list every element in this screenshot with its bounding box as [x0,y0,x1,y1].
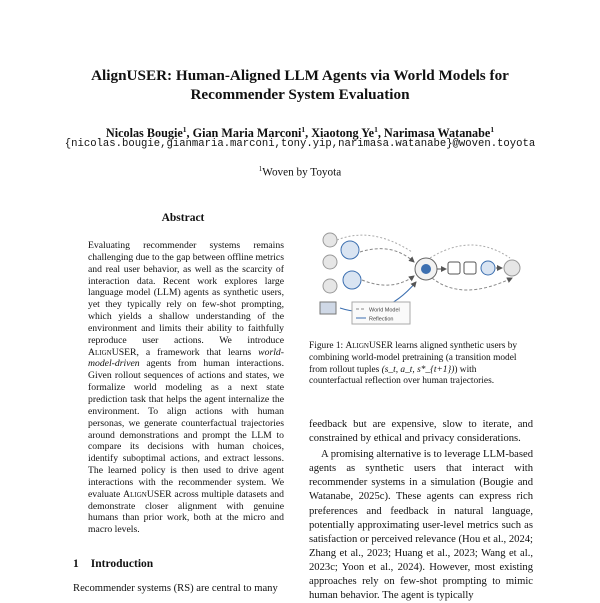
author-affil-mark: 1 [374,125,378,134]
author-list: Nicolas Bougie$^1$, Gian Maria Marconi$^1$, Xiaotong Ye$^1$, Narimasa Watanabe$^1$ [105,125,495,141]
framework-name [123,489,171,500]
user-node-icon [323,279,337,293]
section-number: 1 [73,558,79,570]
agent-core-icon [421,264,431,274]
author-affil-mark: 1 [490,125,495,134]
user-node-icon [323,255,337,269]
paragraph: A promising alternative is to leverage LLM-based agents as synthetic users that interact with recommender systems in a simulation (Bougie and Watanabe, 2025c). These agents can express rich preferences and feedback in natural language, potentially approximating user-level metrics such as satisfaction or perceived relevance (Hou et al., 2024; Zhang et al., 2023; Huang et al., 2023; Wang et al., 2023c; Yoon et al., 2024). However, most existing approaches rely on few-shot prompting to mimic human behavior. The agent is typically [309,449,533,602]
figure-legend [352,302,410,324]
abstract-text: agents from human interactions. Given rollout sequences of actions and states, we formalize world modeling as a next state prediction task that helps the agent internalize the environment. To align actions with human personas, we generate counterfactual trajectories around demonstrations and prompt the LLM to compare its decisions with human choices, identify suboptimal actions, and extract lessons. The learned policy is then used to drive agent interactions with the recommender system. We evaluate [88,358,284,500]
author-name: Xiaotong Ye [311,126,375,141]
author-affil-mark: 1 [182,125,187,134]
flow-arrow-icon [430,245,510,258]
caption-math: (s_t, a_t, s*_{t+1}) [381,364,455,375]
framework-name-a: Align [88,346,112,358]
framework-name-b: USER [111,346,137,358]
recommender-icon [504,260,520,276]
author-affil-mark: 1 [301,125,306,134]
framework-name-b: USER [368,341,393,351]
right-column-body [309,418,533,603]
legend-label-1: World Model [369,307,400,314]
paper-title [0,66,600,104]
author-name: Nicolas Bougie [105,126,183,141]
flow-arrow-icon [432,278,512,290]
framework-name [345,341,392,351]
state-node-icon [341,241,359,259]
abstract-text: , a framework that learns [136,346,252,358]
section-title: Introduction [90,558,154,570]
figure-1-caption [309,341,531,388]
abstract-emphasis: world-model-driven [88,346,284,370]
author-emails: {nicolas.bougie,gianmaria.marconi,tony.yip,narimasa.watanabe}@woven.toyota [64,138,536,150]
affiliation-name: Woven by Toyota [262,166,342,179]
action-token-icon [464,262,476,274]
figure-1-diagram [312,222,528,332]
abstract-text: across multiple datasets and demonstrate closer alignment with genuine humans than prior work, both at the micro and macro levels. [88,488,285,536]
paragraph: feedback but are expensive, slow to iterate, and constrained by ethical and privacy considerations. [309,419,533,445]
flow-arrow-icon [362,276,414,285]
author-name: Narimasa Watanabe [383,126,491,141]
legend-label-2: Reflection [369,316,394,323]
title-line-2: Recommender System Evaluation [190,86,410,103]
user-node-icon [323,233,337,247]
caption-text: learns aligned synthetic users by combining world-model pretraining (a transition model from rollout tuples [309,341,518,375]
caption-text: ) with counterfactual reflection over human trajectories. [309,364,495,387]
abstract-heading: Abstract [161,212,205,224]
framework-name-a: Align [345,341,369,351]
abstract-body [88,240,284,536]
state-node-icon [343,271,361,289]
affiliation [0,162,600,180]
caption-label: Figure 1: [309,341,346,351]
next-state-icon [481,261,495,275]
section-heading [73,558,153,570]
document-icon [320,302,336,314]
affiliation-mark: 1 [258,165,263,173]
framework-name-b: USER [146,488,172,500]
framework-name-a: Align [123,488,147,500]
flow-arrow-icon [360,249,414,262]
state-token-icon [448,262,460,274]
agent-hub [415,258,437,280]
transition-tokens [448,260,520,276]
title-line-1: AlignUSER: Human-Aligned LLM Agents via World Models for [91,67,509,84]
abstract-text: Evaluating recommender systems remains challenging due to the gap between offline metrics and real user behavior, as well as the scarcity of interaction data. Recent work explores large language model (LLM) agents as synthetic users, yet they typically rely on few-shot prompting, which yields a shallow understanding of the environment and limits their ability to faithfully reproduce user actions. We introduce [88,240,284,346]
framework-name [88,347,136,358]
author-name: Gian Maria Marconi [192,126,302,141]
intro-text-start: Recommender systems (RS) are central to many [73,583,278,594]
